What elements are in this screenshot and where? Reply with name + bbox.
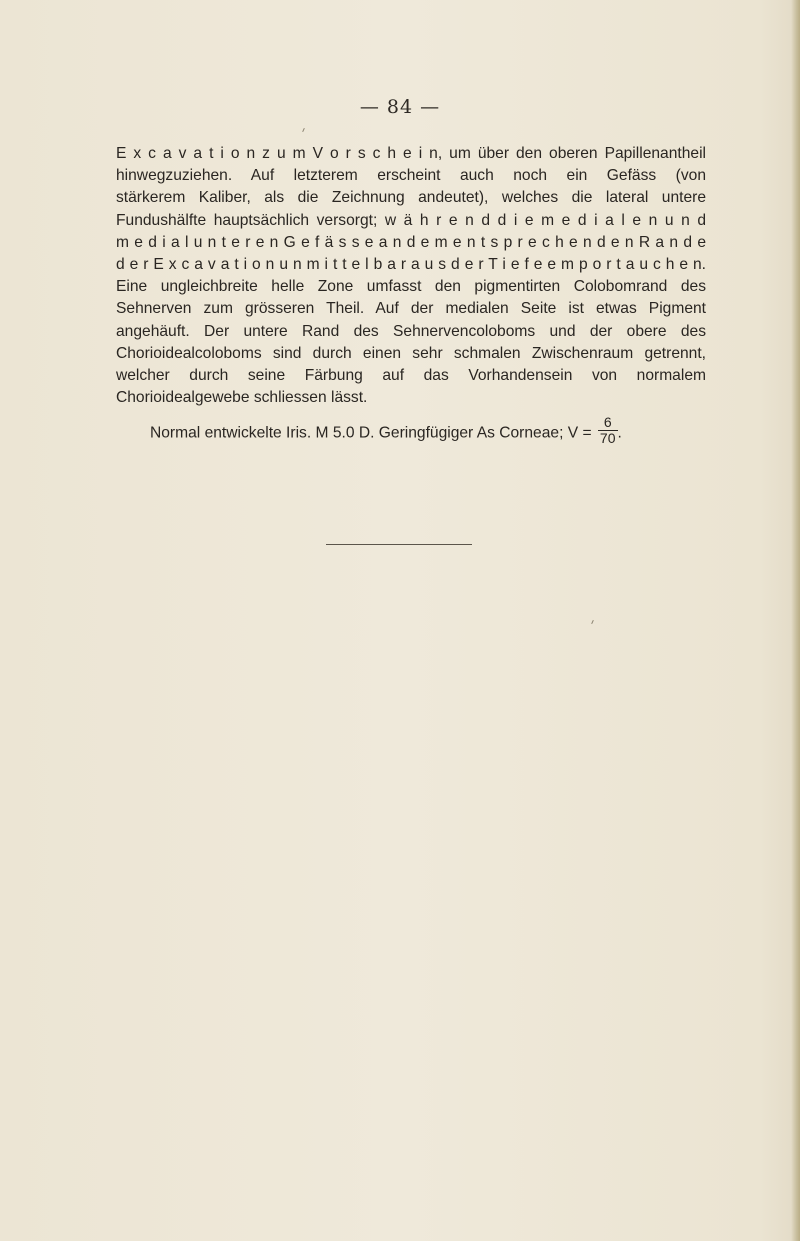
text-line: angehäuft. Der untere Rand des Sehnervencoloboms und der obere des bbox=[116, 322, 706, 340]
page-edge-shadow bbox=[791, 0, 800, 1241]
page-number: — 84 — bbox=[359, 96, 441, 118]
text-line: Chorioidealgewebe schliessen lässt. bbox=[116, 389, 368, 407]
findings-text: Normal entwickelte Iris. M 5.0 D. Geringfügiger As Corneae; V = bbox=[150, 424, 592, 442]
final-punctuation: . bbox=[617, 424, 622, 442]
section-divider bbox=[326, 544, 472, 545]
text-line: Sehnerven zum grösseren Theil. Auf der medialen Seite ist etwas Pigment bbox=[116, 300, 706, 318]
text-line: stärkerem Kaliber, als die Zeichnung andeutet), welches die lateral untere bbox=[116, 189, 706, 207]
text-line: welcher durch seine Färbung auf das Vorhandensein von normalem bbox=[116, 367, 706, 385]
fraction-denominator: 70 bbox=[599, 430, 616, 446]
paper-speck bbox=[302, 128, 305, 132]
text-line: hinwegzuziehen. Auf letzterem erscheint auch noch ein Gefäss (von bbox=[116, 167, 706, 185]
text-line: m e d i a l u n t e r e n G e f ä s s e a n d e m e n t s p r e c h e n d e n R a n d e bbox=[116, 233, 706, 251]
text-line: Eine ungleichbreite helle Zone umfasst den pigmentirten Colobomrand des bbox=[116, 278, 706, 296]
text-line: d e r E x c a v a t i o n u n m i t t e l b a r a u s d e r T i e f e e m p o r t a u c h e n. bbox=[116, 256, 706, 274]
visual-acuity-fraction bbox=[598, 415, 618, 446]
fraction-numerator: 6 bbox=[598, 415, 618, 431]
paper-speck bbox=[591, 620, 594, 624]
text-line: Fundushälfte hauptsächlich versorgt; w ä h r e n d d i e m e d i a l e n u n d bbox=[116, 211, 706, 229]
body-paragraph bbox=[116, 143, 706, 409]
text-line: Chorioidealcoloboms sind durch einen sehr schmalen Zwischenraum getrennt, bbox=[116, 344, 706, 362]
text-line: E x c a v a t i o n z u m V o r s c h e i n, um über den oberen Papillenantheil bbox=[116, 145, 706, 162]
findings-line bbox=[150, 414, 622, 449]
